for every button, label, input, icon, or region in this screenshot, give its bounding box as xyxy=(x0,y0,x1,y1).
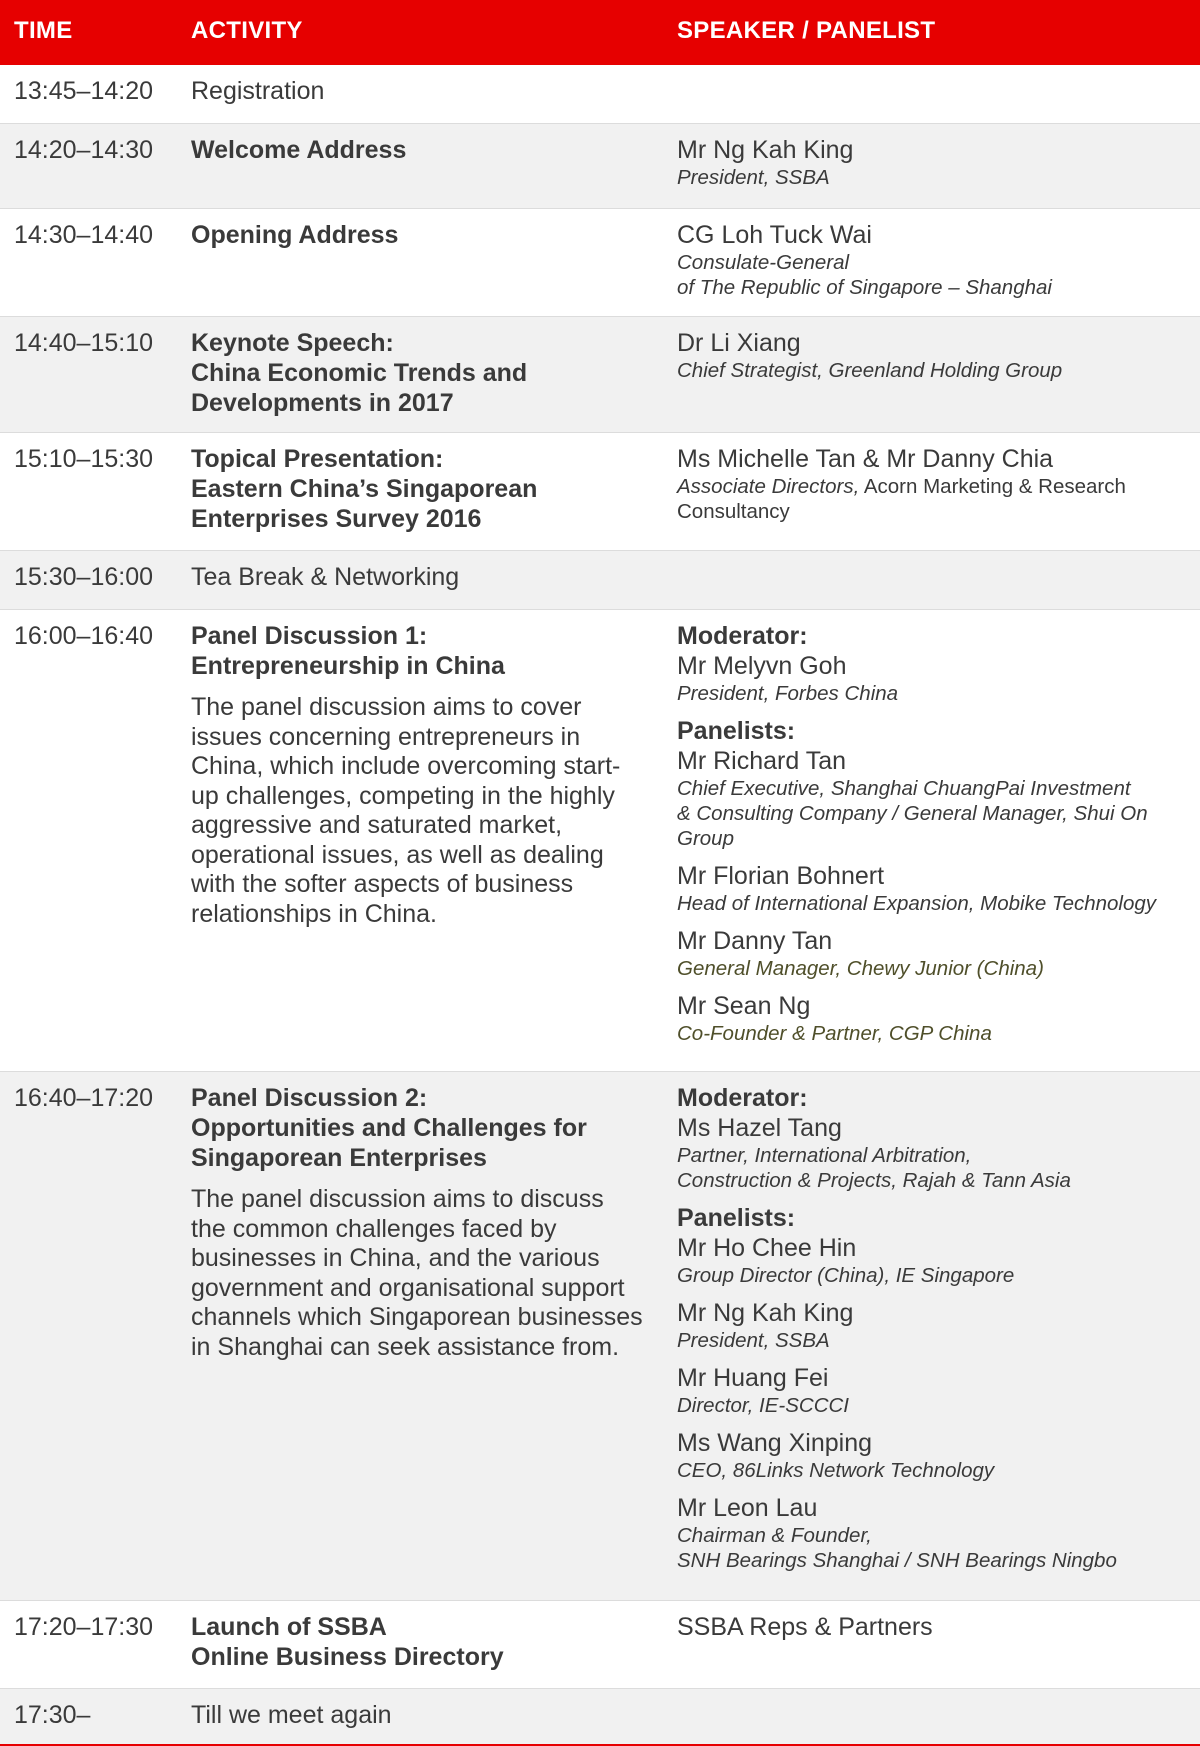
activity-title-line: Singaporean Enterprises xyxy=(191,1144,487,1172)
row-activity xyxy=(191,317,661,418)
table-row xyxy=(0,432,1200,550)
speaker-role: CEO, 86Links Network Technology xyxy=(677,1459,995,1482)
row-time: 17:30– xyxy=(14,1701,91,1729)
activity-title-line: Online Business Directory xyxy=(191,1643,504,1671)
speaker-role: of The Republic of Singapore – Shanghai xyxy=(677,276,1052,299)
speaker-role: Construction & Projects, Rajah & Tann Asia xyxy=(677,1169,1071,1192)
description-line: operational issues, as well as dealing xyxy=(191,840,604,869)
speaker-name: Mr Leon Lau xyxy=(677,1494,818,1522)
panelist xyxy=(677,746,1192,851)
row-activity: Till we meet again xyxy=(191,1701,392,1729)
row-activity: Welcome Address xyxy=(191,136,407,164)
row-speakers xyxy=(677,1072,1192,1583)
table-header xyxy=(0,0,1200,65)
activity-title-line: Panel Discussion 2: xyxy=(191,1084,428,1112)
table-row xyxy=(0,123,1200,208)
speaker-role: Chairman & Founder, xyxy=(677,1524,872,1547)
row-activity: Opening Address xyxy=(191,221,399,249)
speaker-name: Mr Ng Kah King xyxy=(677,136,854,164)
row-activity xyxy=(191,1072,661,1362)
activity-title-line: Eastern China’s Singaporean xyxy=(191,475,538,503)
speaker-name: Mr Richard Tan xyxy=(677,747,847,775)
speaker-name: Dr Li Xiang xyxy=(677,329,801,357)
row-time: 15:30–16:00 xyxy=(14,563,154,591)
speaker-role: & Consulting Company / General Manager, Shui On xyxy=(677,802,1148,825)
speaker-role: Group Director (China), IE Singapore xyxy=(677,1264,1015,1287)
panelist xyxy=(677,1233,1192,1288)
panelist xyxy=(677,991,1192,1046)
activity-description xyxy=(191,693,661,929)
table-row xyxy=(0,609,1200,1071)
table-row xyxy=(0,316,1200,432)
speaker-name: Mr Ho Chee Hin xyxy=(677,1234,857,1262)
speaker-role: Head of International Expansion, Mobike Technology xyxy=(677,892,1157,915)
row-speakers xyxy=(677,317,1192,383)
speaker-role: Co-Founder & Partner, CGP China xyxy=(677,1022,992,1045)
speaker-role xyxy=(677,474,1192,499)
speaker-role: Consulate-General xyxy=(677,251,850,274)
description-line: aggressive and saturated market, xyxy=(191,811,563,839)
description-line: issues concerning entrepreneurs in xyxy=(191,722,581,751)
activity-title-line: Keynote Speech: xyxy=(191,329,394,357)
row-time: 16:40–17:20 xyxy=(14,1084,154,1112)
speaker-name: Ms Wang Xinping xyxy=(677,1429,872,1457)
description-line: businesses in China, and the various xyxy=(191,1244,600,1272)
description-line: with the softer aspects of business xyxy=(191,870,574,898)
speaker-name: Ms Hazel Tang xyxy=(677,1114,842,1142)
row-time: 14:30–14:40 xyxy=(14,221,154,249)
header-time: TIME xyxy=(14,17,73,44)
speaker-role xyxy=(677,499,1192,524)
activity-title-line: Opportunities and Challenges for xyxy=(191,1114,587,1142)
row-activity: Registration xyxy=(191,77,325,105)
speaker-name: SSBA Reps & Partners xyxy=(677,1613,933,1641)
row-speakers xyxy=(677,1601,1192,1642)
description-line: China, which include overcoming start- xyxy=(191,752,621,780)
description-line: The panel discussion aims to cover xyxy=(191,693,582,721)
activity-title-line: China Economic Trends and xyxy=(191,359,528,387)
panelist xyxy=(677,861,1192,916)
header-speaker: SPEAKER / PANELIST xyxy=(677,17,936,44)
speaker-role-italic: Associate Directors, xyxy=(677,475,860,498)
header-activity: ACTIVITY xyxy=(191,17,303,44)
row-speakers xyxy=(677,433,1192,524)
row-time: 17:20–17:30 xyxy=(14,1613,154,1641)
speaker-name: Ms Michelle Tan & Mr Danny Chia xyxy=(677,445,1054,473)
activity-title-line: Launch of SSBA xyxy=(191,1613,387,1641)
speaker-role: President, SSBA xyxy=(677,166,830,189)
row-time: 15:10–15:30 xyxy=(14,445,154,473)
speaker-role: President, SSBA xyxy=(677,1329,830,1352)
panelists-label: Panelists: xyxy=(677,717,796,745)
moderator-label: Moderator: xyxy=(677,1084,808,1112)
moderator-label: Moderator: xyxy=(677,622,808,650)
moderator xyxy=(677,1113,1192,1193)
speaker-name: Mr Florian Bohnert xyxy=(677,862,885,890)
table-row xyxy=(0,65,1200,123)
speaker-name: Mr Melyvn Goh xyxy=(677,652,847,680)
row-time: 13:45–14:20 xyxy=(14,77,154,105)
description-line: in Shanghai can seek assistance from. xyxy=(191,1332,620,1361)
activity-title-line: Topical Presentation: xyxy=(191,445,444,473)
speaker-name: Mr Danny Tan xyxy=(677,927,833,955)
speaker-role-upright: Consultancy xyxy=(677,500,790,523)
panelist xyxy=(677,1493,1192,1573)
description-line: channels which Singaporean businesses xyxy=(191,1303,643,1331)
speaker-role: General Manager, Chewy Junior (China) xyxy=(677,957,1044,980)
activity-title-line: Panel Discussion 1: xyxy=(191,622,428,650)
speaker-role-upright: Acorn Marketing & Research xyxy=(859,475,1126,498)
speaker-role: SNH Bearings Shanghai / SNH Bearings Ningbo xyxy=(677,1549,1117,1572)
row-time: 16:00–16:40 xyxy=(14,622,154,650)
speaker-name: CG Loh Tuck Wai xyxy=(677,221,872,249)
description-line: the common challenges faced by xyxy=(191,1214,557,1243)
table-row xyxy=(0,1071,1200,1600)
row-activity: Tea Break & Networking xyxy=(191,563,460,591)
speaker-role: Chief Executive, Shanghai ChuangPai Investment xyxy=(677,777,1131,800)
panelist xyxy=(677,1363,1192,1418)
speaker-role: Chief Strategist, Greenland Holding Group xyxy=(677,359,1063,382)
speaker-role: Group xyxy=(677,827,734,850)
table-row xyxy=(0,1600,1200,1688)
table-row xyxy=(0,1688,1200,1744)
speaker-role: Partner, International Arbitration, xyxy=(677,1144,972,1167)
panelist xyxy=(677,926,1192,981)
description-line: up challenges, competing in the highly xyxy=(191,781,615,810)
activity-description xyxy=(191,1185,661,1362)
activity-title-line: Developments in 2017 xyxy=(191,389,454,417)
row-activity xyxy=(191,1601,661,1672)
row-speakers xyxy=(677,209,1192,300)
row-speakers xyxy=(677,124,1192,190)
speaker-name: Mr Sean Ng xyxy=(677,992,811,1020)
speaker-name: Mr Ng Kah King xyxy=(677,1299,854,1327)
panelist xyxy=(677,1298,1192,1353)
description-line: The panel discussion aims to discuss xyxy=(191,1185,604,1213)
table-row xyxy=(0,208,1200,316)
speaker-role: President, Forbes China xyxy=(677,682,899,705)
row-time: 14:40–15:10 xyxy=(14,329,154,357)
table-row xyxy=(0,550,1200,609)
description-line: relationships in China. xyxy=(191,899,437,928)
panelists-label: Panelists: xyxy=(677,1204,796,1232)
row-activity xyxy=(191,610,661,929)
row-activity xyxy=(191,433,661,534)
row-time: 14:20–14:30 xyxy=(14,136,154,164)
panelist xyxy=(677,1428,1192,1483)
activity-title-line: Enterprises Survey 2016 xyxy=(191,505,482,533)
row-speakers xyxy=(677,610,1192,1056)
moderator xyxy=(677,651,1192,706)
description-line: government and organisational support xyxy=(191,1273,625,1302)
activity-title-line: Entrepreneurship in China xyxy=(191,652,505,680)
speaker-role: Director, IE-SCCCI xyxy=(677,1394,849,1417)
speaker-name: Mr Huang Fei xyxy=(677,1364,829,1392)
